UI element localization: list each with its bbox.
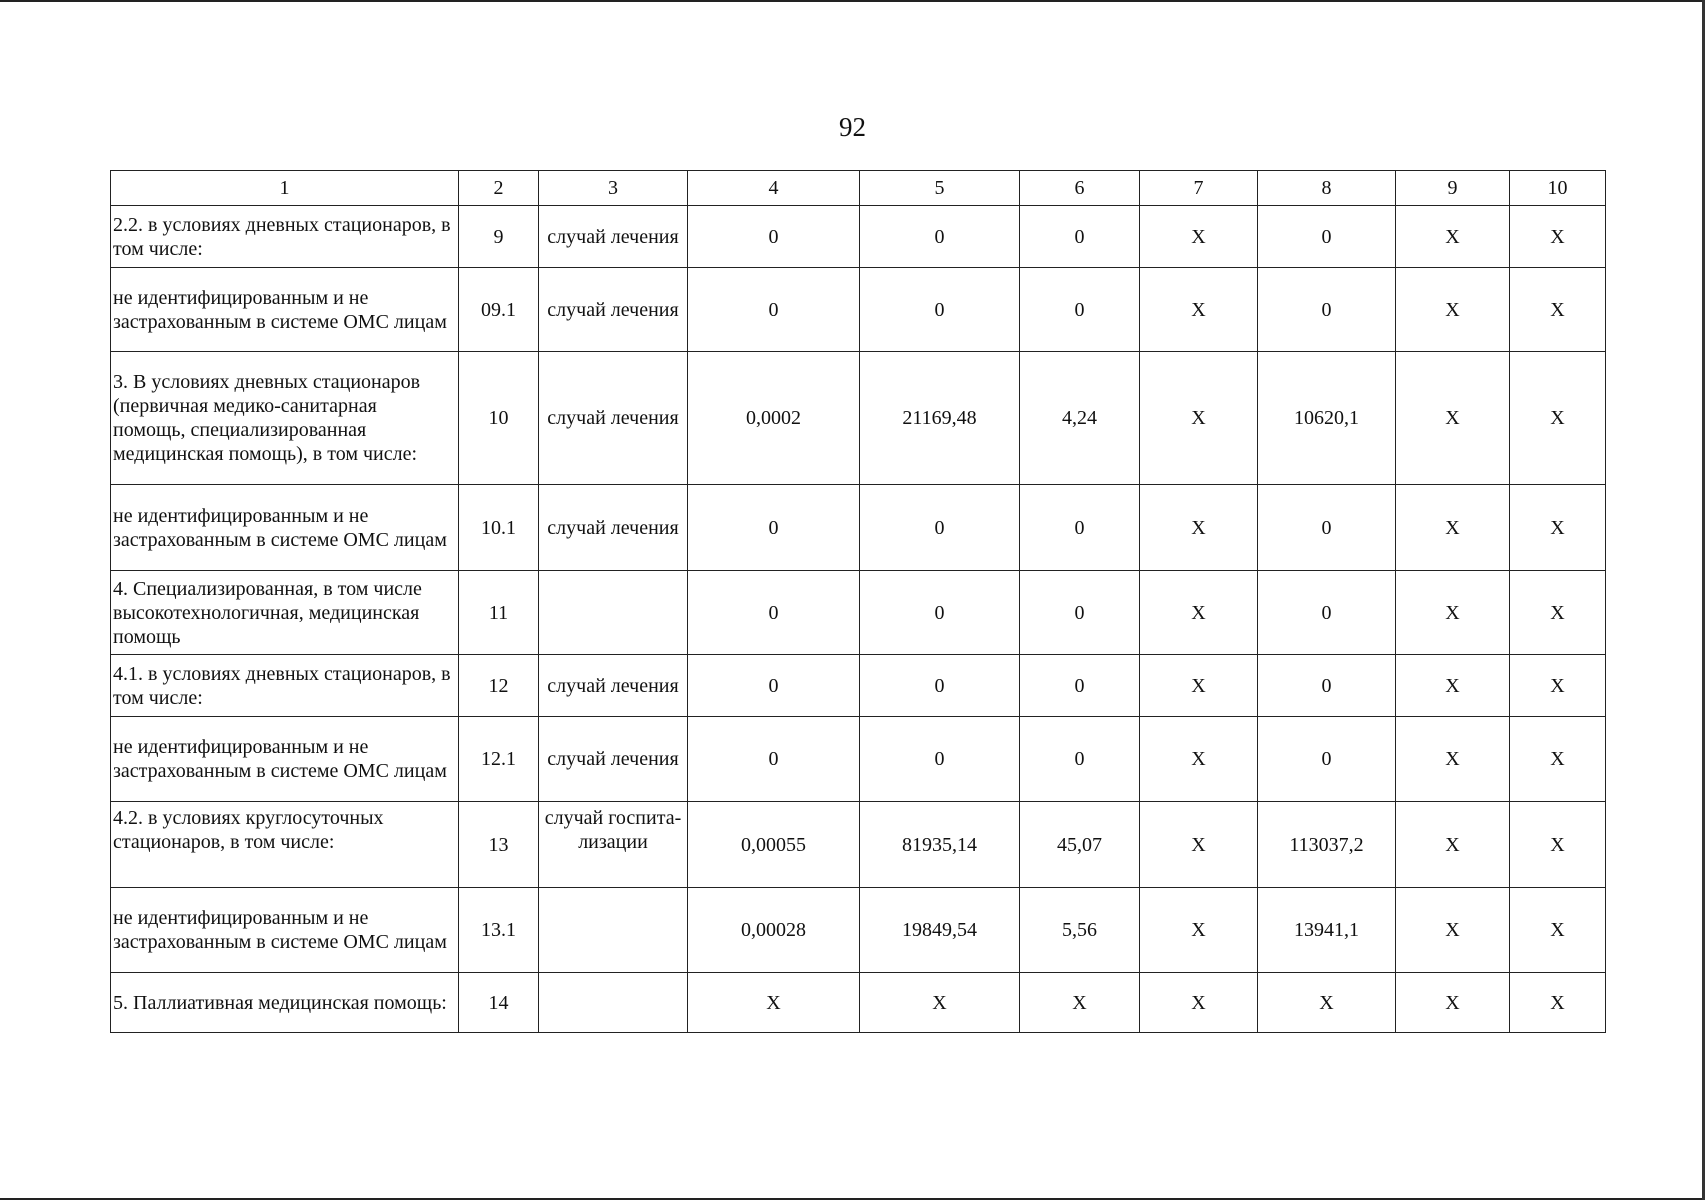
row-code: 09.1 [459,268,539,352]
cell: 0 [1258,485,1396,571]
cell: X [1510,268,1606,352]
row-name: 5. Паллиативная медицинская помощь: [111,973,459,1033]
cell: X [1140,973,1258,1033]
column-header: 10 [1510,171,1606,206]
row-unit: случай лечения [539,717,688,802]
row-unit: случай лечения [539,206,688,268]
row-name: 2.2. в условиях дневных стационаров, в том числе: [111,206,459,268]
row-unit [539,973,688,1033]
cell: 21169,48 [860,352,1020,485]
table-row [111,802,1606,888]
cell: X [1140,802,1258,888]
cell: X [1396,973,1510,1033]
cell: X [1510,973,1606,1033]
cell: X [1020,973,1140,1033]
cell: X [1510,352,1606,485]
row-name: 3. В условиях дневных стационаров (первичная медико-санитарная помощь, специализированная медицинская помощь), в том числе: [111,352,459,485]
cell: X [1396,802,1510,888]
cell: X [1510,485,1606,571]
row-code: 13 [459,802,539,888]
cell: 113037,2 [1258,802,1396,888]
row-name: не идентифицированным и не застрахованным в системе ОМС лицам [111,888,459,973]
row-name: 4.2. в условиях круглосуточных стационаров, в том числе: [111,802,459,888]
cell: X [1140,352,1258,485]
cell: X [1396,655,1510,717]
row-code: 14 [459,973,539,1033]
row-unit [539,888,688,973]
page-number: 92 [839,112,866,142]
cell: X [1510,802,1606,888]
cell: X [1140,485,1258,571]
cell: 0 [1020,206,1140,268]
column-header: 4 [688,171,860,206]
cell: 0 [688,268,860,352]
row-name: 4. Специализированная, в том числе высокотехнологичная, медицинская помощь [111,571,459,655]
scan-edge-top [0,0,1705,2]
cell: 0 [688,206,860,268]
cell: 13941,1 [1258,888,1396,973]
cell: X [1396,206,1510,268]
table-row [111,973,1606,1033]
cell: 0 [860,717,1020,802]
cell: 0,00055 [688,802,860,888]
cell: X [1140,206,1258,268]
cell: 0 [1020,571,1140,655]
cell: 5,56 [1020,888,1140,973]
row-unit: случай госпита-лизации [539,802,688,888]
row-unit: случай лечения [539,352,688,485]
cell: 0 [860,206,1020,268]
table-row [111,888,1606,973]
row-code: 12.1 [459,717,539,802]
cell: 10620,1 [1258,352,1396,485]
cell: 0 [1020,485,1140,571]
cell: X [1510,888,1606,973]
cell: 4,24 [1020,352,1140,485]
row-unit: случай лечения [539,655,688,717]
cell: X [1396,268,1510,352]
cell: 0 [860,268,1020,352]
cell: 0 [1020,268,1140,352]
header-row [111,171,1606,206]
cell: 0 [688,717,860,802]
cell: 0 [1258,206,1396,268]
cell: 0 [1020,717,1140,802]
column-header: 9 [1396,171,1510,206]
cell: X [1510,571,1606,655]
cell: X [1510,655,1606,717]
cell: 0 [1258,717,1396,802]
cell: X [1396,888,1510,973]
cell: X [1140,571,1258,655]
cell: X [1140,717,1258,802]
cell: X [1510,206,1606,268]
row-unit [539,571,688,655]
table-row [111,717,1606,802]
cell: X [1396,717,1510,802]
table-row [111,485,1606,571]
cell: 0,00028 [688,888,860,973]
row-code: 11 [459,571,539,655]
row-name: 4.1. в условиях дневных стационаров, в том числе: [111,655,459,717]
cell: 81935,14 [860,802,1020,888]
table-row [111,571,1606,655]
row-name: не идентифицированным и не застрахованным в системе ОМС лицам [111,717,459,802]
column-header: 5 [860,171,1020,206]
cell: 0 [860,655,1020,717]
cell: 45,07 [1020,802,1140,888]
cell: 0 [860,485,1020,571]
row-code: 10 [459,352,539,485]
cell: 0 [1258,571,1396,655]
cell: X [1140,888,1258,973]
cell: 19849,54 [860,888,1020,973]
column-header: 6 [1020,171,1140,206]
cell: X [1140,655,1258,717]
cell: 0 [688,485,860,571]
cell: 0 [1020,655,1140,717]
row-name: не идентифицированным и не застрахованным в системе ОМС лицам [111,268,459,352]
column-header: 3 [539,171,688,206]
cell: 0 [860,571,1020,655]
row-code: 13.1 [459,888,539,973]
column-header: 1 [111,171,459,206]
row-name: не идентифицированным и не застрахованным в системе ОМС лицам [111,485,459,571]
cell: 0 [688,655,860,717]
column-header: 8 [1258,171,1396,206]
row-unit: случай лечения [539,485,688,571]
cell: X [1396,485,1510,571]
table-row [111,206,1606,268]
cell: X [1510,717,1606,802]
table-row [111,352,1606,485]
cell: X [688,973,860,1033]
column-header: 7 [1140,171,1258,206]
cell: X [1140,268,1258,352]
cell: X [1396,571,1510,655]
cell: 0,0002 [688,352,860,485]
cell: 0 [1258,268,1396,352]
row-code: 10.1 [459,485,539,571]
row-code: 9 [459,206,539,268]
row-code: 12 [459,655,539,717]
data-table [110,170,1606,1033]
table-row [111,655,1606,717]
cell: X [860,973,1020,1033]
cell: 0 [1258,655,1396,717]
cell: X [1396,352,1510,485]
cell: 0 [688,571,860,655]
table-row [111,268,1606,352]
column-header: 2 [459,171,539,206]
row-unit: случай лечения [539,268,688,352]
cell: X [1258,973,1396,1033]
